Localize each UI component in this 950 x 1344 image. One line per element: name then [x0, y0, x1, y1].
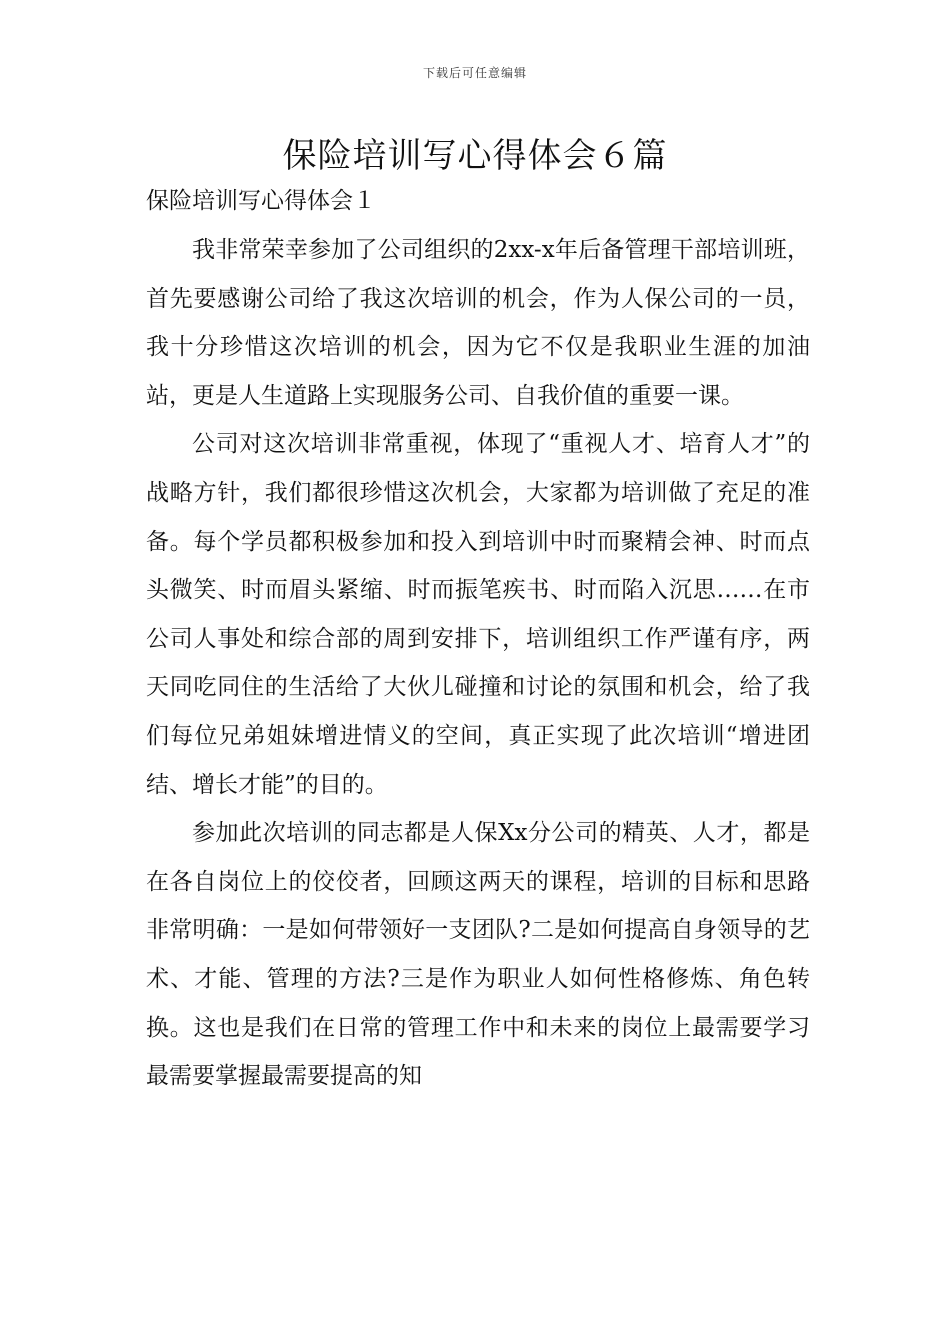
paragraph-2: 公司对这次培训非常重视，体现了“重视人才、培育人才”的战略方针，我们都很珍惜这次机会，大家都为培训做了充足的准备。每个学员都积极参加和投入到培训中时而聚精会神、时而点头微笑、时而眉头紧缩、时而振笔疾书、时而陷入沉思……在市公司人事处和综合部的周到安排下，培训组织工作严谨有序，两天同吃同住的生活给了大伙儿碰撞和讨论的氛围和机会，给了我们每位兄弟姐妹增进情义的空间，真正实现了此次培训“增进团结、增长才能”的目的。 — [146, 431, 810, 798]
document-body — [146, 226, 810, 1101]
document-title: 保险培训写心得体会６篇 — [282, 136, 668, 176]
paragraph-3: 参加此次培训的同志都是人保Xx分公司的精英、人才，都是在各自岗位上的佼佼者，回顾这两天的课程，培训的目标和思路非常明确：一是如何带领好一支团队?二是如何提高自身领导的艺术、才能、管理的方法?三是作为职业人如何性格修炼、角色转换。这也是我们在日常的管理工作中和未来的岗位上最需要学习最需要掌握最需要提高的知 — [146, 820, 810, 1090]
paragraph-1: 我非常荣幸参加了公司组织的2xx-x年后备管理干部培训班，首先要感谢公司给了我这次培训的机会，作为人保公司的一员，我十分珍惜这次培训的机会，因为它不仅是我职业生涯的加油站，更是人生道路上实现服务公司、自我价值的重要一课。 — [146, 237, 810, 409]
page-header-note: 下载后可任意编辑 — [422, 66, 527, 80]
section-heading: 保险培训写心得体会１ — [146, 188, 376, 214]
